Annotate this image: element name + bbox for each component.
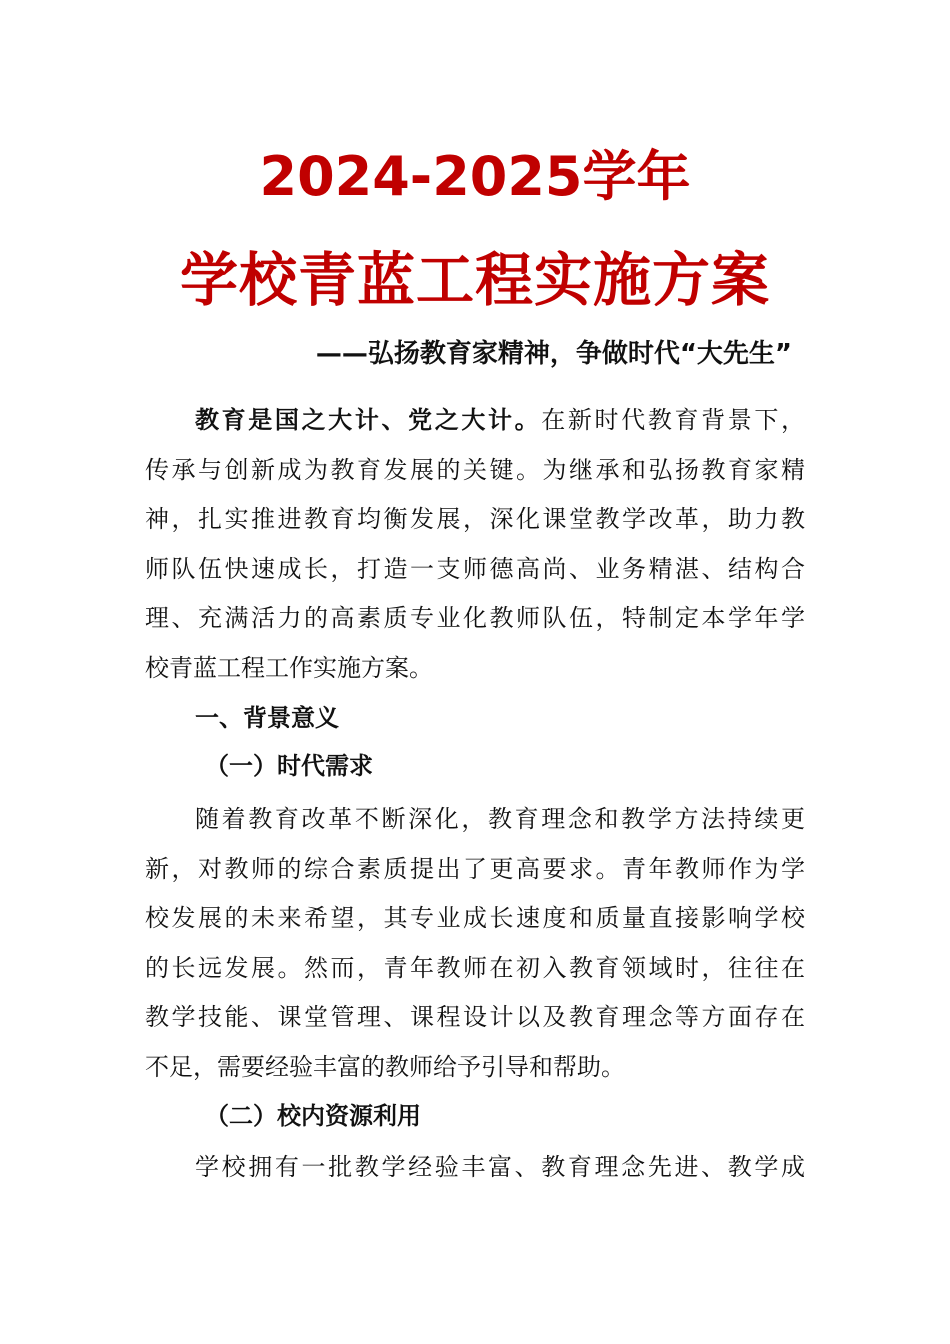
section-heading-background: 一、背景意义 bbox=[195, 704, 339, 732]
intro-line-4: 师队伍快速成长，打造一支师德高尚、业务精湛、结构合 bbox=[145, 554, 805, 583]
intro-line-3: 神，扎实推进教育均衡发展，深化课堂教学改革，助力教 bbox=[145, 505, 805, 533]
intro-line-5: 理、充满活力的高素质专业化教师队伍，特制定本学年学 bbox=[145, 604, 805, 632]
era-needs-line-1: 随着教育改革不断深化，教育理念和教学方法持续更 bbox=[195, 805, 805, 833]
document-title-main: 学校青蓝工程实施方案 bbox=[179, 246, 770, 314]
intro-line-1 bbox=[145, 396, 805, 446]
intro-line-6: 校青蓝工程工作实施方案。 bbox=[145, 653, 433, 682]
era-needs-paragraph bbox=[145, 795, 805, 1092]
document-subtitle: ——弘扬教育家精神，争做时代“大先生” bbox=[315, 339, 792, 369]
intro-paragraph bbox=[145, 396, 805, 693]
subsection-heading-resources: （二）校内资源利用 bbox=[205, 1102, 421, 1130]
intro-lead: 教育是国之大计、党之大计。 bbox=[195, 406, 542, 434]
intro-line-1-rest: 在新时代教育背景下， bbox=[541, 406, 806, 434]
document-title-year: 2024-2025学年 bbox=[259, 145, 691, 208]
era-needs-line-3: 校发展的未来希望，其专业成长速度和质量直接影响学校 bbox=[145, 904, 805, 932]
resources-paragraph bbox=[145, 1143, 805, 1193]
era-needs-line-5: 教学技能、课堂管理、课程设计以及教育理念等方面存在 bbox=[145, 1003, 805, 1031]
era-needs-line-4: 的长远发展。然而，青年教师在初入教育领域时，往往在 bbox=[145, 953, 805, 982]
intro-line-2: 传承与创新成为教育发展的关键。为继承和弘扬教育家精 bbox=[145, 455, 805, 484]
era-needs-line-6: 不足，需要经验丰富的教师给予引导和帮助。 bbox=[145, 1052, 625, 1081]
resources-line-1: 学校拥有一批教学经验丰富、教育理念先进、教学成 bbox=[195, 1153, 805, 1181]
subsection-heading-era-needs: （一）时代需求 bbox=[205, 752, 373, 780]
era-needs-line-2: 新，对教师的综合素质提出了更高要求。青年教师作为学 bbox=[145, 854, 805, 883]
